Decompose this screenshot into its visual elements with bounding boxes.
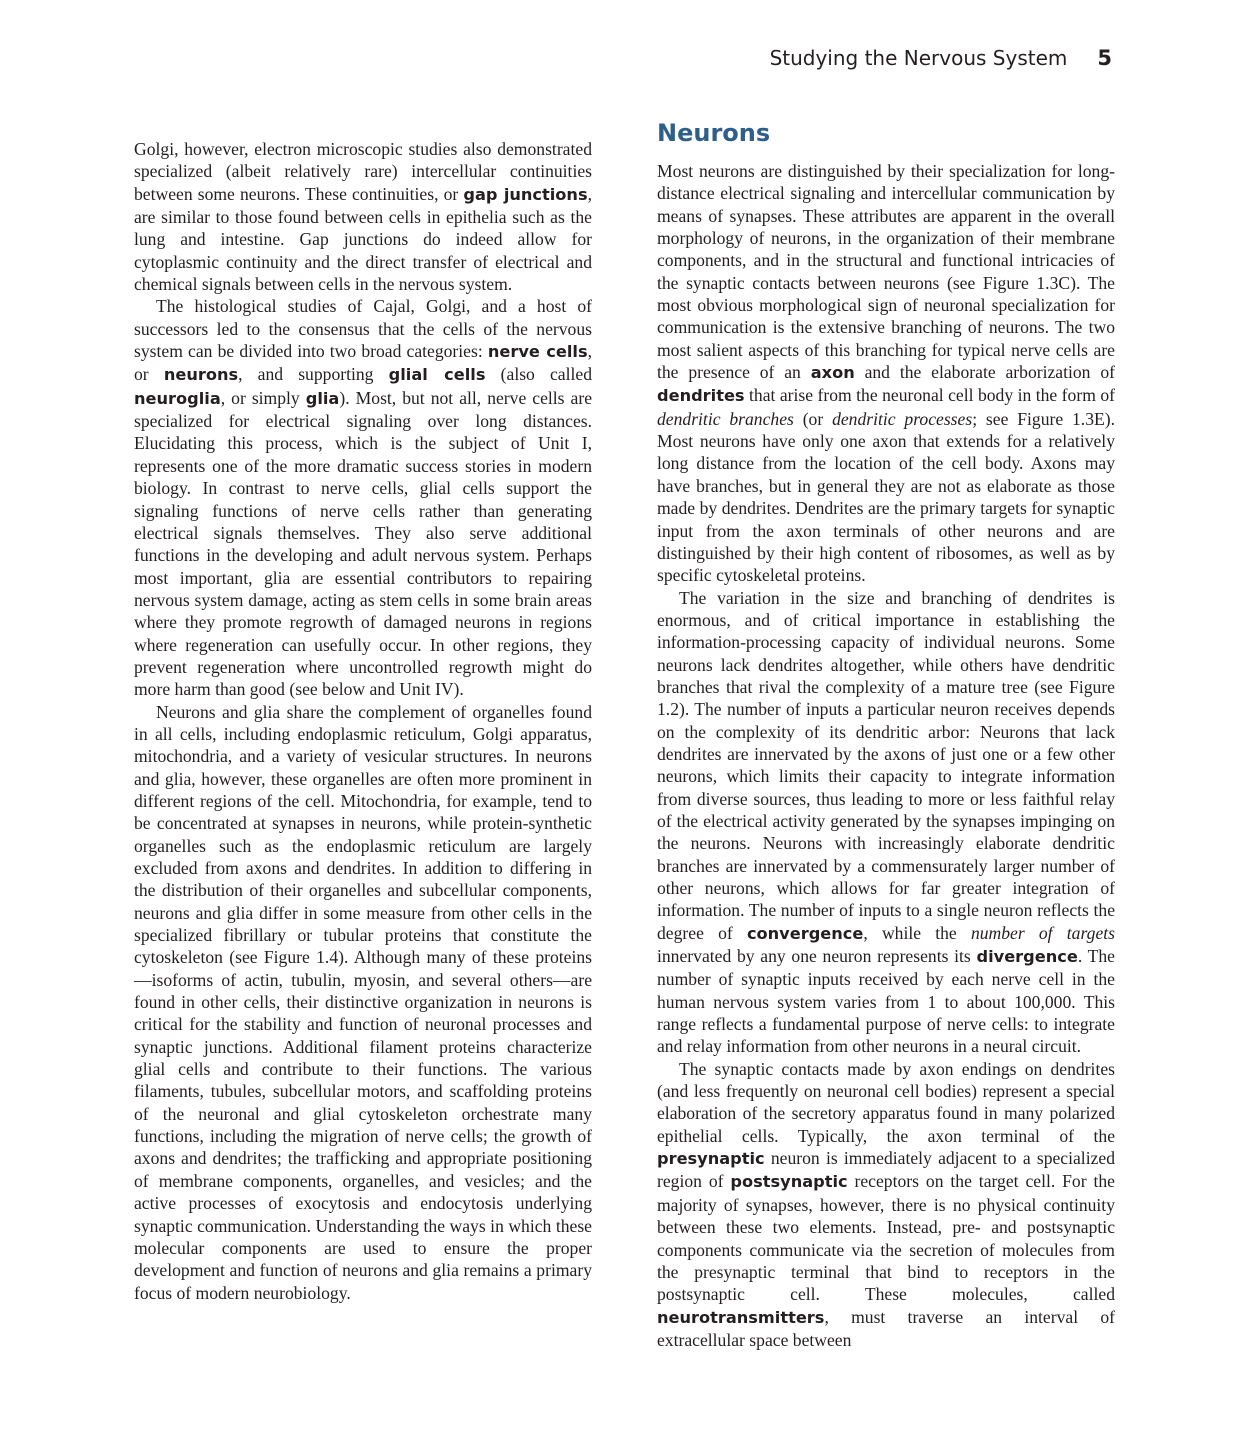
running-title: Studying the Nervous System [769, 46, 1068, 70]
key-term: postsynaptic [730, 1172, 848, 1192]
paragraph-neuron-specialization: Most neurons are distinguished by their specialization for long-distance electrical signaling and intercellular communication by means of synapses. These attributes are apparent in the overall morphology of neurons, in the organization of their membrane components, and in the structural and functional intricacies of the synaptic contacts between neurons (see Figure 1.3C). The most obvious morphological sign of neuronal specialization for communication is the extensive branching of neurons. The two most salient aspects of this branching for typical nerve cells are the presence of an axon and the elaborate arborization of dendrites that arise from the neuronal cell body in the form of dendritic branches (or dendritic processes; see Figure 1.3E). Most neurons have only one axon that extends for a relatively long distance from the location of the cell body. Axons may have branches, but in general they are not as elaborate as those made by dendrites. Dendrites are the primary targets for synaptic input from the axon terminals of other neurons and are distinguished by their high content of ribosomes, as well as by specific cytoskeletal proteins. [657, 161, 1115, 586]
key-term: nerve cells [487, 342, 588, 362]
key-term: neurons [163, 365, 239, 385]
running-head [770, 46, 1112, 70]
key-term: convergence [746, 923, 864, 943]
paragraph-cell-types: The histological studies of Cajal, Golgi, and a host of successors led to the consensus that the cells of the nervous system can be divided into two broad categories: nerve cells, or neurons, and supporting glial cells (also called neuroglia, or simply glia). Most, but not all, nerve cells are specialized for electrical signaling over long distances. Elucidating this process, which is the subject of Unit I, represents one of the more dramatic success stories in modern biology. In contrast to nerve cells, glial cells support the signaling functions of nerve cells rather than generating electrical signals themselves. They also serve additional functions in the developing and adult nervous system. Perhaps most important, glia are essential contributors to repairing nervous system damage, acting as stem cells in some brain areas where they promote regrowth of damaged neurons in regions where regeneration can usefully occur. In other regions, they prevent regeneration where uncontrolled regrowth might do more harm than good (see below and Unit IV). [134, 296, 593, 700]
key-term: glia [305, 388, 340, 408]
section-heading: Neurons [657, 119, 771, 147]
key-term: presynaptic [657, 1149, 765, 1169]
page-number: 5 [1097, 46, 1112, 70]
key-term: divergence [976, 947, 1078, 967]
paragraph-dendrite-variation: The variation in the size and branching of dendrites is enormous, and of critical importance in establishing the information-processing capacity of individual neurons. Some neurons lack dendrites altogether, while others have dendritic branches that rival the complexity of a mature tree (see Figure 1.2). The number of inputs a particular neuron receives depends on the complexity of its dendritic arbor: Neurons that lack dendrites are innervated by the axons of just one or a few other neurons, which limits their capacity to integrate information from diverse sources, thus leading to more or less faithful relay of the electrical activity generated by the synapses impinging on the neurons. Neurons with increasingly elaborate dendritic branches are innervated by a commensurately larger number of other neurons, which allows for far greater integration of information. The number of inputs to a single neuron reflects the degree of convergence, while the number of targets innervated by any one neuron represents its divergence. The number of synaptic inputs received by each nerve cell in the human nervous system varies from 1 to about 100,000. This range reflects a fundamental purpose of nerve cells: to integrate and relay information from other neurons in a neural circuit. [657, 587, 1115, 1057]
paragraph-organelles: Neurons and glia share the complement of organelles found in all cells, including endoplasmic reticulum, Golgi apparatus, mitochondria, and a variety of vesicular structures. In neurons and glia, however, these organelles are often more prominent in different regions of the cell. Mitochondria, for example, tend to be concentrated at synapses in neurons, while protein-synthetic organelles such as the endoplasmic reticulum are largely excluded from axons and dendrites. In addition to differing in the distribution of their organelles and subcellular components, neurons and glia differ in some measure from other cells in the specialized fibrillary or tubular proteins that constitute the cytoskeleton (see Figure 1.4). Although many of these proteins—isoforms of actin, tubulin, myosin, and several others—are found in other cells, their distinctive organization in neurons is critical for the stability and function of neuronal processes and synaptic junctions. Additional filament proteins characterize glial cells and contribute to their functions. The various filaments, tubules, subcellular motors, and scaffolding proteins of the neuronal and glial cytoskeleton orchestrate many functions, including the migration of nerve cells; the growth of axons and dendrites; the trafficking and appropriate positioning of membrane components, organelles, and vesicles; and the active processes of exocytosis and endocytosis underlying synaptic communication. Understanding the ways in which these molecular components are used to ensure the proper development and function of neurons and glia remains a primary focus of modern neurobiology. [134, 701, 592, 1303]
key-term: neuroglia [134, 388, 221, 408]
key-term: gap junctions [463, 184, 588, 204]
left-column [134, 138, 592, 1304]
paragraph-gap-junctions: Golgi, however, electron microscopic studies also demonstrated specialized (albeit relatively rare) intercellular continuities between some neurons. These continuities, or gap junctions, are similar to those found between cells in epithelia such as the lung and intestine. Gap junctions do indeed allow for cytoplasmic continuity and the direct transfer of electrical and chemical signals between cells in the nervous system. [134, 139, 592, 295]
right-column [657, 118, 1115, 1351]
key-term: axon [810, 363, 855, 383]
paragraph-synaptic-contacts: The synaptic contacts made by axon endings on dendrites (and less frequently on neuronal cell bodies) represent a special elaboration of the secretory apparatus found in many polarized epithelial cells. Typically, the axon terminal of the presynaptic neuron is immediately adjacent to a specialized region of postsynaptic receptors on the target cell. For the majority of synapses, however, there is no physical continuity between these two elements. Instead, pre- and postsynaptic components communicate via the secretion of molecules from the presynaptic terminal that bind to receptors in the postsynaptic cell. These molecules, called neurotransmitters, must traverse an interval of extracellular space between [657, 1058, 1115, 1350]
key-term: dendrites [657, 386, 745, 406]
key-term: neurotransmitters [657, 1307, 825, 1327]
key-term: glial cells [388, 365, 486, 385]
